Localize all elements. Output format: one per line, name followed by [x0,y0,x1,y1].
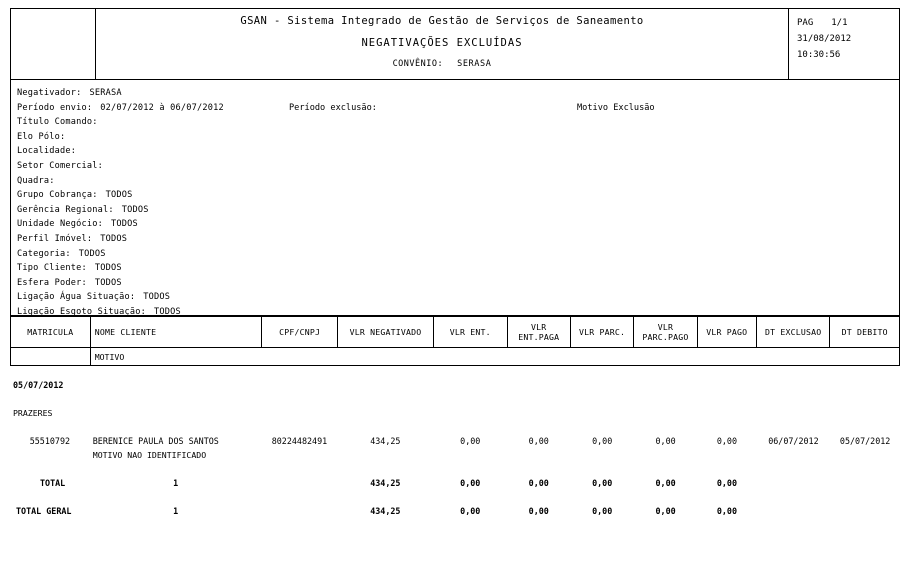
cell-vlr-ent: 0,00 [460,436,481,446]
filter-row [17,261,899,276]
filter-value: TODOS [105,190,133,201]
filter-row [17,232,899,247]
grand-total-vlr-ent-paga: 0,00 [528,506,549,516]
header-titles [96,9,789,79]
filter-row [17,217,899,232]
filter-label: Período envio: [17,102,93,113]
grand-total-vlr-pago: 0,00 [716,506,738,516]
filter-label-periodo-exclusao: Período exclusão: [289,102,377,113]
filter-row [17,276,899,291]
filter-label: Elo Pólo: [17,131,66,142]
filter-label: Perfil Imóvel: [17,233,93,244]
grand-total-count: 1 [173,506,179,516]
cell-cpf-cnpj: 80224482491 [271,436,328,446]
filter-label: Setor Comercial: [17,160,103,171]
filter-label: Gerência Regional: [17,204,114,215]
total-vlr-pago: 0,00 [716,478,738,488]
filter-label: Grupo Cobrança: [17,190,98,201]
spacer-row [10,422,900,436]
total-row [10,478,900,492]
filter-label: Título Comando: [17,117,98,128]
spacer-row [10,464,900,478]
date-group-label: 05/07/2012 [13,380,64,390]
col-dt-debito: DT DEBITO [830,317,900,348]
filter-value: TODOS [100,233,128,244]
filter-row [17,115,899,130]
cell-dt-debito: 05/07/2012 [839,436,891,446]
results-table-body [10,366,900,520]
filter-label: Categoria: [17,248,71,259]
header-meta [789,9,899,79]
total-vlr-negativado: 434,25 [370,478,401,488]
sub-group-label: PRAZERES [13,408,53,418]
filter-label: Tipo Cliente: [17,263,87,274]
table-subheader-row [11,348,900,366]
pag-label: PAG [797,18,814,28]
cell-nome-cliente: BERENICE PAULA DOS SANTOS [92,436,219,446]
subheader-blank [11,348,91,366]
cell-vlr-ent-paga: 0,00 [528,436,549,446]
table-row [10,436,900,450]
total-vlr-ent: 0,00 [460,478,481,488]
pag-value: 1/1 [831,18,848,28]
report-time: 10:30:56 [797,50,841,60]
cell-matricula: 55510792 [29,436,71,446]
filter-label-motivo-exclusao: Motivo Exclusão [577,102,655,113]
filter-value: 02/07/2012 à 06/07/2012 [100,102,224,113]
grand-total-vlr-parc-pago: 0,00 [655,506,676,516]
motivo-blank [10,450,90,464]
filter-label: Esfera Poder: [17,277,87,288]
cell-vlr-negativado: 434,25 [370,436,401,446]
filter-row [17,86,899,101]
report-header [10,8,900,80]
convenio-line [393,59,492,69]
col-vlr-ent: VLR ENT. [434,317,508,348]
cell-vlr-parc-pago: 0,00 [655,436,676,446]
total-vlr-parc-pago: 0,00 [655,478,676,488]
col-vlr-pago: VLR PAGO [697,317,756,348]
filter-value: TODOS [153,306,181,317]
date-group-row [10,380,900,394]
filter-label: Ligação Água Situação: [17,292,136,303]
filter-row [17,130,899,145]
filter-value: TODOS [78,248,106,259]
grand-total-row [10,506,900,520]
col-vlr-parc-pago: VLR PARC.PAGO [634,317,697,348]
filter-row [17,159,899,174]
col-vlr-parc: VLR PARC. [570,317,633,348]
spacer-row [10,492,900,506]
filter-row [17,203,899,218]
total-vlr-parc: 0,00 [592,478,613,488]
filter-label: Localidade: [17,146,77,157]
filter-label: Negativador: [17,88,82,98]
filter-row [17,101,899,116]
col-cpf-cnpj: CPF/CNPJ [262,317,338,348]
filter-value: SERASA [89,88,122,98]
filter-row [17,305,899,320]
sub-group-row [10,408,900,422]
spacer-row [10,394,900,408]
col-nome-cliente: NOME CLIENTE [90,317,262,348]
filter-label: Unidade Negócio: [17,219,103,230]
col-matricula: MATRICULA [11,317,91,348]
total-count: 1 [173,478,179,488]
filter-value: TODOS [143,292,171,303]
table-header-row [11,317,900,348]
filter-label: Ligação Esgoto Situação: [17,306,146,317]
spacer-row [10,366,900,380]
grand-total-vlr-ent: 0,00 [460,506,481,516]
filter-label: Quadra: [17,175,55,186]
filter-value: TODOS [110,219,138,230]
filter-value: TODOS [94,263,122,274]
filter-value: TODOS [121,204,149,215]
filter-row [17,188,899,203]
cell-motivo: MOTIVO NAO IDENTIFICADO [92,450,207,460]
col-motivo: MOTIVO [90,348,899,366]
filters-block [10,80,900,316]
total-vlr-ent-paga: 0,00 [528,478,549,488]
filter-row [17,247,899,262]
col-dt-exclusao: DT EXCLUSAO [756,317,830,348]
cell-vlr-parc: 0,00 [592,436,613,446]
convenio-label: CONVÊNIO: [392,59,444,69]
filter-row [17,290,899,305]
cell-vlr-pago: 0,00 [716,436,738,446]
col-vlr-ent-paga: VLR ENT.PAGA [507,317,570,348]
col-vlr-negativado: VLR NEGATIVADO [337,317,433,348]
report-date: 31/08/2012 [797,34,852,44]
filter-value: TODOS [94,277,122,288]
total-label: TOTAL [40,478,66,488]
filter-row [17,144,899,159]
table-row-motivo [10,450,900,464]
filter-row [17,174,899,189]
report-title: NEGATIVAÇÕES EXCLUÍDAS [361,37,523,49]
results-table-header [10,316,900,366]
grand-total-label: TOTAL GERAL [16,506,72,516]
cell-dt-exclusao: 06/07/2012 [768,436,819,446]
system-title: GSAN - Sistema Integrado de Gestão de Serviços de Saneamento [240,15,644,27]
grand-total-vlr-negativado: 434,25 [370,506,401,516]
grand-total-vlr-parc: 0,00 [592,506,613,516]
logo-area [11,9,96,79]
page-number-line [797,15,899,31]
convenio-value: SERASA [457,59,492,69]
